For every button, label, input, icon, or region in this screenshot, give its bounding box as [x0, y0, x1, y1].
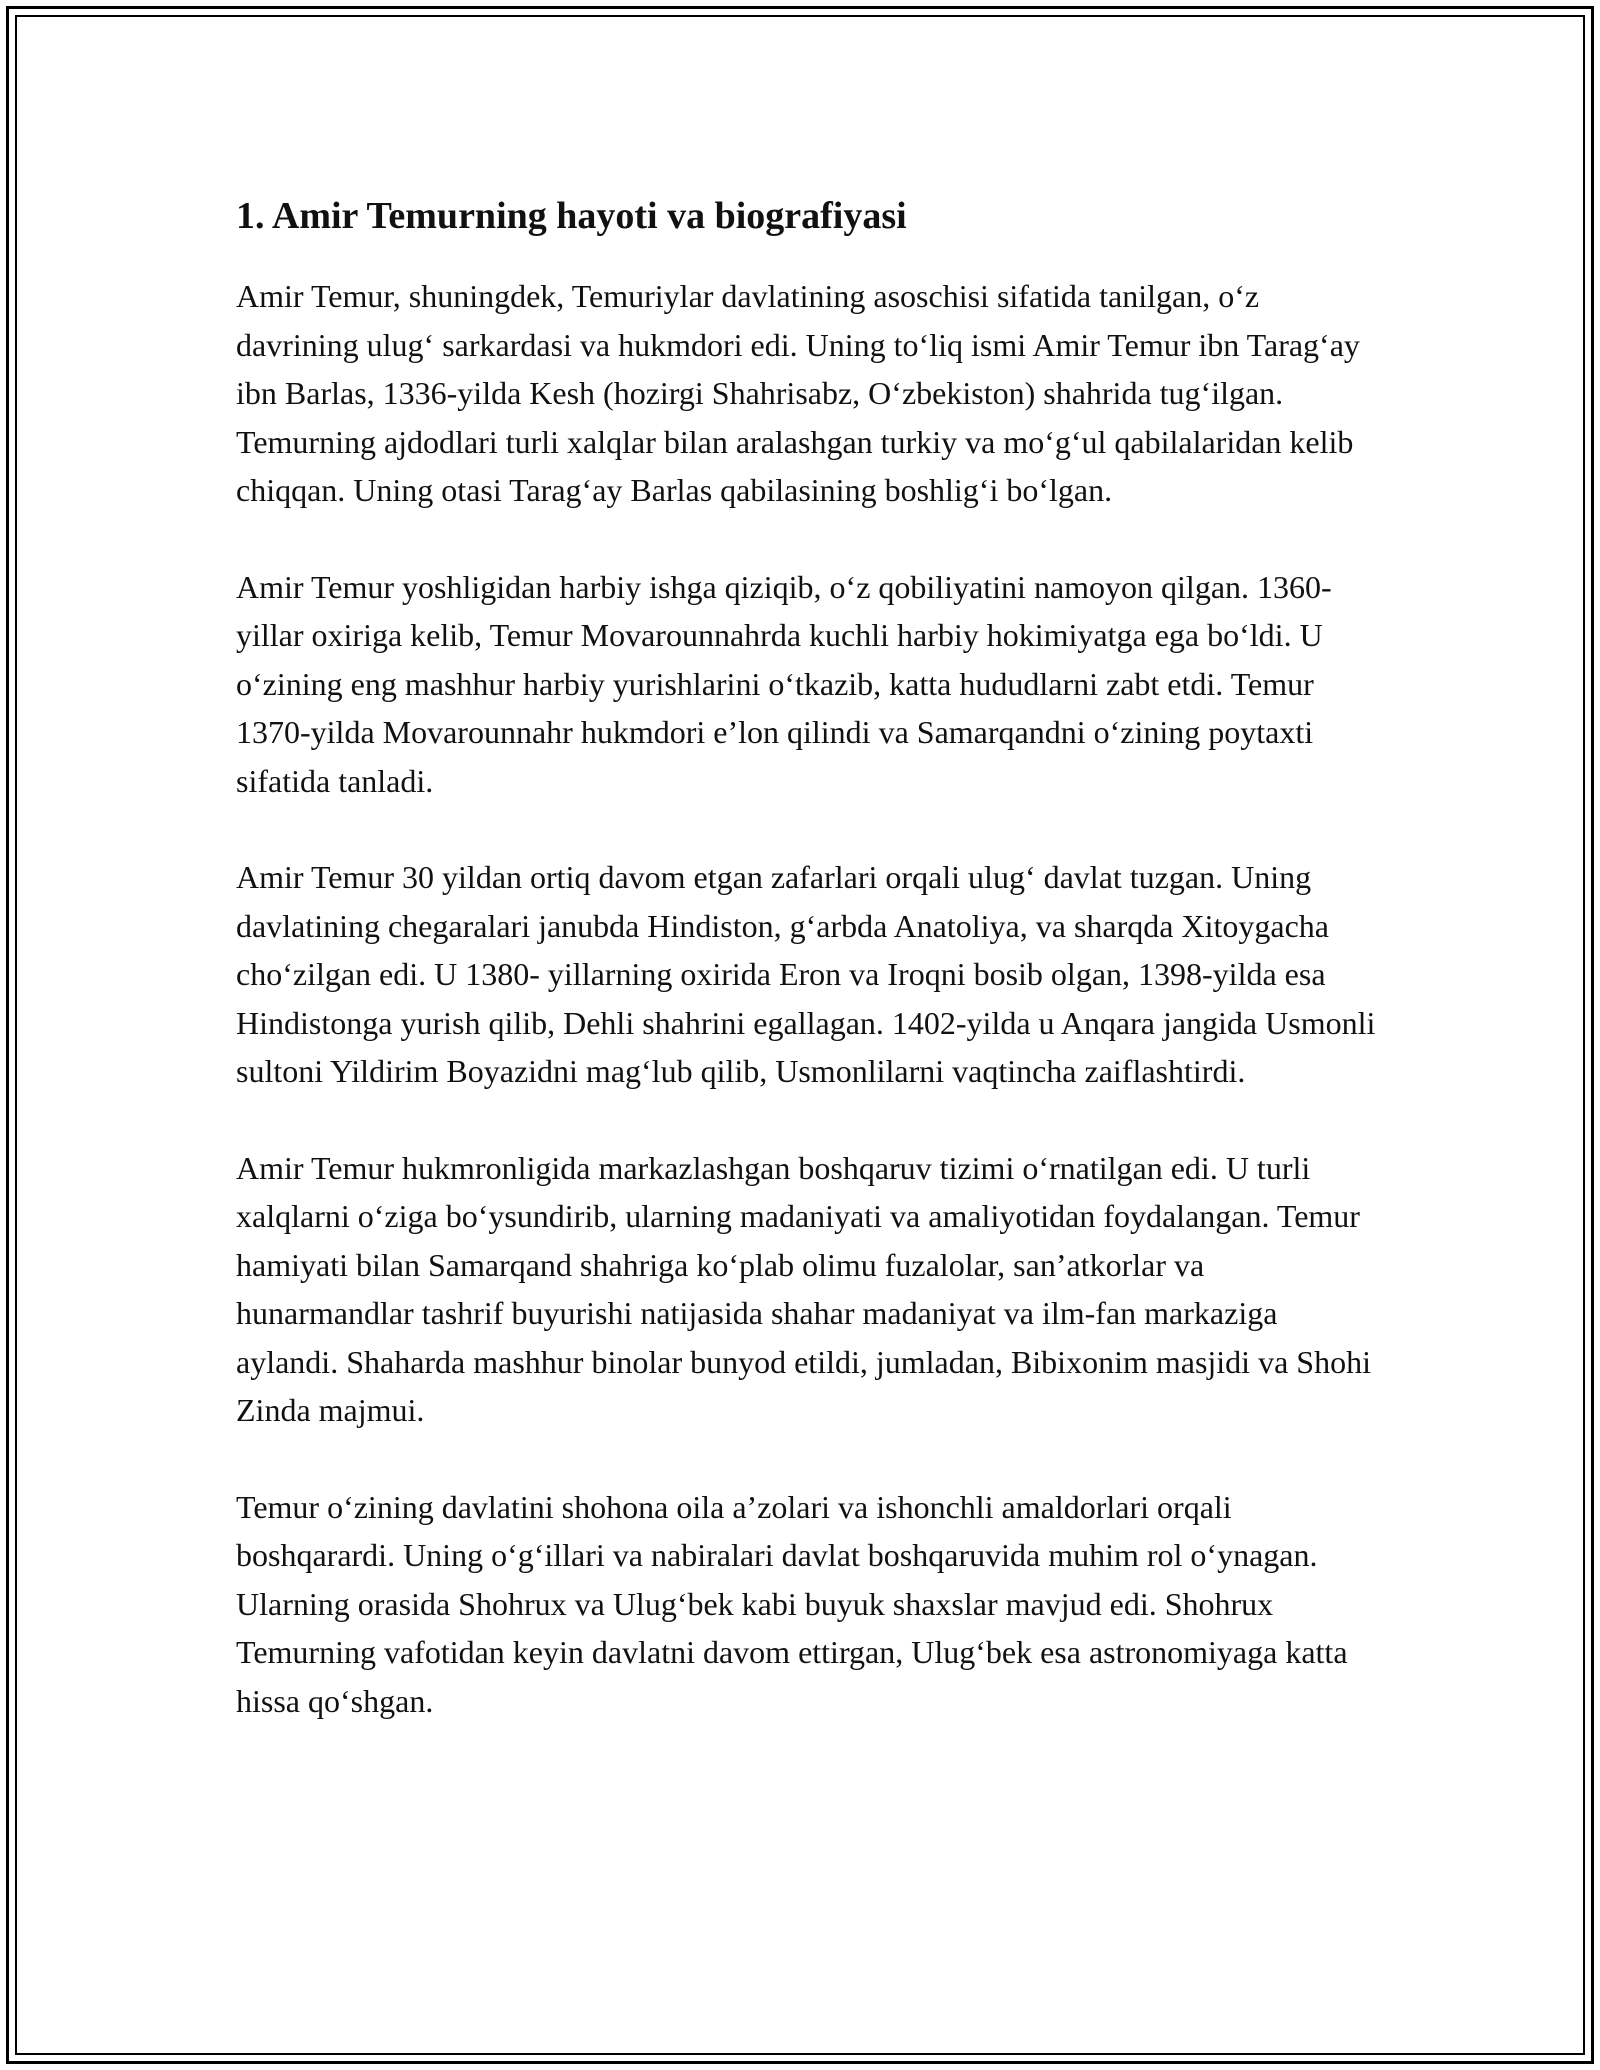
- paragraph-1: Amir Temur, shuningdek, Temuriylar davlatining asoschisi sifatida tanilgan, o‘z davrining ulug‘ sarkardasi va hukmdori edi. Uning to‘liq ismi Amir Temur ibn Tarag‘ay ibn Barlas, 1336-yilda Kesh (hozirgi Shahrisabz, O‘zbekiston) shahrida tug‘ilgan. Temurning ajdodlari turli xalqlar bilan aralashgan turkiy va mo‘g‘ul qabilalaridan kelib chiqqan. Uning otasi Tarag‘ay Barlas qabilasining boshlig‘i bo‘lgan.: [236, 278, 1360, 508]
- paragraph-4: Amir Temur hukmronligida markazlashgan boshqaruv tizimi o‘rnatilgan edi. U turli xalqlarni o‘ziga bo‘ysundirib, ularning madaniyati va amaliyotidan foydalangan. Temur hamiyati bilan Samarqand shahriga ko‘plab olimu fuzalolar, san’atkorlar va hunarmandlar tashrif buyurishi natijasida shahar madaniyat va ilm-fan markaziga aylandi. Shaharda mashhur binolar bunyod etildi, jumladan, Bibixonim masjidi va Shohi Zinda majmui.: [236, 1149, 1371, 1428]
- document-body: [236, 190, 1376, 1773]
- section-heading: 1. Amir Temurning hayoti va biografiyasi: [236, 195, 907, 237]
- paragraph-5: Temur o‘zining davlatini shohona oila a’zolari va ishonchli amaldorlari orqali boshqarardi. Uning o‘g‘illari va nabiralari davlat boshqaruvida muhim rol o‘ynagan. Ularning orasida Shohrux va Ulug‘bek kabi buyuk shaxslar mavjud edi. Shohrux Temurning vafotidan keyin davlatni davom ettirgan, Ulug‘bek esa astronomiyaga katta hissa qo‘shgan.: [236, 1488, 1348, 1719]
- paragraph-3: Amir Temur 30 yildan ortiq davom etgan zafarlari orqali ulug‘ davlat tuzgan. Uning davlatining chegaralari janubda Hindiston, g‘arbda Anatoliya, va sharqda Xitoygacha cho‘zilgan edi. U 1380- yillarning oxirida Eron va Iroqni bosib olgan, 1398-yilda esa Hindistonga yurish qilib, Dehli shahrini egallagan. 1402-yilda u Anqara jangida Usmonli sultoni Yildirim Boyazidni mag‘lub qilib, Usmonlilarni vaqtincha zaiflashtirdi.: [236, 859, 1376, 1089]
- paragraph-2: Amir Temur yoshligidan harbiy ishga qiziqib, o‘z qobiliyatini namoyon qilgan. 1360-yillar oxiriga kelib, Temur Movarounnahrda kuchli harbiy hokimiyatga ega bo‘ldi. U o‘zining eng mashhur harbiy yurishlarini o‘tkazib, katta hududlarni zabt etdi. Temur 1370-yilda Movarounnahr hukmdori e’lon qilindi va Samarqandni o‘zining poytaxti sifatida tanladi.: [236, 568, 1332, 799]
